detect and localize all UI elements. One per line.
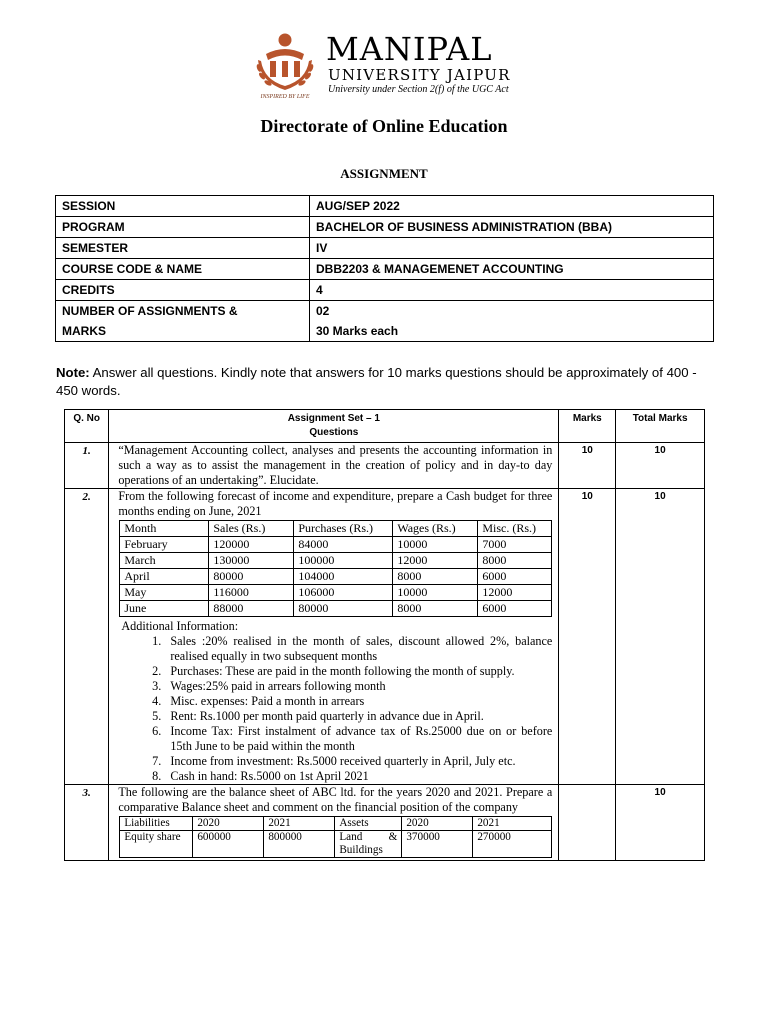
header-questions: [109, 410, 559, 443]
assignment-heading: ASSIGNMENT: [340, 166, 428, 181]
question-total-marks: 10: [616, 489, 705, 785]
cash-col-header: Wages (Rs.): [393, 521, 478, 537]
table-row: [120, 831, 552, 858]
info-value: 30 Marks each: [310, 321, 714, 342]
table-row: [120, 537, 552, 553]
questions-table: [64, 409, 705, 861]
additional-info-label: Additional Information:: [121, 619, 239, 633]
table-cell: 80000: [209, 569, 294, 585]
question-total-marks: 10: [616, 443, 705, 489]
table-cell: Equity share: [120, 831, 193, 858]
list-item: 2. Purchases: These are paid in the month following the month of supply.: [164, 664, 552, 679]
table-cell: 7000: [478, 537, 552, 553]
question-number: 2.: [65, 489, 109, 785]
table-row: [120, 553, 552, 569]
table-cell: 600000: [193, 831, 264, 858]
table-cell: 130000: [209, 553, 294, 569]
cash-col-header: Month: [120, 521, 209, 537]
list-item: 7. Income from investment: Rs.5000 received quarterly in April, July etc.: [164, 754, 552, 769]
question-text: From the following forecast of income and expenditure, prepare a Cash budget for three months ending on June, 2021: [118, 489, 553, 518]
directorate-title: Directorate of Online Education: [260, 116, 508, 136]
info-value: IV: [310, 238, 714, 259]
info-label: CREDITS: [56, 280, 310, 301]
cash-table-header-row: [120, 521, 552, 537]
info-value: 4: [310, 280, 714, 301]
table-cell: 800000: [264, 831, 335, 858]
question-marks: 10: [559, 443, 616, 489]
bs-col-header: 2021: [264, 817, 335, 831]
question-row-3: [65, 785, 705, 861]
note-paragraph: [56, 364, 720, 400]
info-label: COURSE CODE & NAME: [56, 259, 310, 280]
info-label: MARKS: [56, 321, 310, 342]
question-marks: 10: [559, 489, 616, 785]
question-text: The following are the balance sheet of ABC ltd. for the years 2020 and 2021. Prepare a comparative Balance sheet and comment on the financial position of the company: [118, 785, 553, 814]
cash-col-header: Sales (Rs.): [209, 521, 294, 537]
assignment-info-table: [55, 195, 714, 342]
balance-sheet-table: [119, 816, 552, 858]
info-value: AUG/SEP 2022: [310, 196, 714, 217]
table-row: [120, 569, 552, 585]
brand-subtitle: UNIVERSITY JAIPUR: [328, 66, 511, 84]
list-item: 1. Sales :20% realised in the month of sales, discount allowed 2%, balance realised equally in two subsequent months: [164, 634, 552, 664]
info-row: [56, 280, 714, 301]
header-marks: Marks: [559, 410, 616, 443]
note-text: Answer all questions. Kindly note that answers for 10 marks questions should be approximately of 400 - 450 words.: [56, 365, 697, 398]
questions-header-row: [65, 410, 705, 443]
question-row-1: [65, 443, 705, 489]
info-row: [56, 196, 714, 217]
table-cell: April: [120, 569, 209, 585]
list-item: 6. Income Tax: First instalment of advance tax of Rs.25000 due on or before 15th June to be paid within the month: [164, 724, 552, 754]
header-total-marks: Total Marks: [616, 410, 705, 443]
table-cell: 12000: [478, 585, 552, 601]
info-label: NUMBER OF ASSIGNMENTS &: [56, 301, 310, 322]
additional-info-list: [118, 634, 552, 784]
table-cell: June: [120, 601, 209, 617]
info-label: PROGRAM: [56, 217, 310, 238]
question-number: 1.: [65, 443, 109, 489]
note-label: Note:: [56, 365, 90, 380]
question-number: 3.: [65, 785, 109, 861]
table-cell: 84000: [294, 537, 393, 553]
header-set-label: Assignment Set – 1: [287, 413, 380, 424]
table-cell: March: [120, 553, 209, 569]
table-row: [120, 601, 552, 617]
university-logo: [244, 30, 534, 100]
emblem-text: INSPIRED BY LIFE: [260, 94, 310, 100]
info-value: 02: [310, 301, 714, 322]
question-marks: [559, 785, 616, 861]
manipal-emblem-icon: [252, 30, 318, 100]
cash-col-header: Purchases (Rs.): [294, 521, 393, 537]
table-cell: 270000: [473, 831, 552, 858]
table-cell: 80000: [294, 601, 393, 617]
cash-col-header: Misc. (Rs.): [478, 521, 552, 537]
bs-header-row: [120, 817, 552, 831]
table-cell: 8000: [393, 601, 478, 617]
table-cell: 104000: [294, 569, 393, 585]
list-item: 8. Cash in hand: Rs.5000 on 1st April 2021: [164, 769, 552, 784]
bs-col-header: Assets: [335, 817, 402, 831]
info-value: DBB2203 & MANAGEMENET ACCOUNTING: [310, 259, 714, 280]
table-cell: 106000: [294, 585, 393, 601]
info-row: [56, 217, 714, 238]
table-cell: 120000: [209, 537, 294, 553]
cash-budget-table: [119, 520, 552, 617]
info-value: BACHELOR OF BUSINESS ADMINISTRATION (BBA): [310, 217, 714, 238]
table-cell: 370000: [402, 831, 473, 858]
table-cell: Land & Buildings: [335, 831, 402, 858]
table-cell: 8000: [393, 569, 478, 585]
info-label: SESSION: [56, 196, 310, 217]
table-cell: February: [120, 537, 209, 553]
table-cell: 12000: [393, 553, 478, 569]
header-questions-label: Questions: [309, 427, 359, 438]
brand-tagline: University under Section 2(f) of the UGC Act: [328, 84, 509, 95]
list-item: 4. Misc. expenses: Paid a month in arrears: [164, 694, 552, 709]
header-qno: Q. No: [65, 410, 109, 443]
table-cell: 10000: [393, 537, 478, 553]
bs-col-header: 2020: [193, 817, 264, 831]
question-total-marks: 10: [616, 785, 705, 861]
info-row: [56, 321, 714, 342]
table-cell: 88000: [209, 601, 294, 617]
info-label: SEMESTER: [56, 238, 310, 259]
question-text: “Management Accounting collect, analyses and presents the accounting information in such a way as to assist the management in the creation of policy and in day-to day operations of an undertaking”. Elucidate.: [109, 443, 559, 489]
question-content: [109, 489, 559, 785]
table-cell: 6000: [478, 601, 552, 617]
table-cell: 10000: [393, 585, 478, 601]
table-cell: 100000: [294, 553, 393, 569]
info-row: [56, 259, 714, 280]
table-cell: 6000: [478, 569, 552, 585]
info-row: [56, 301, 714, 322]
brand-name: MANIPAL: [326, 30, 493, 68]
list-item: 5. Rent: Rs.1000 per month paid quarterly in advance due in April.: [164, 709, 552, 724]
bs-col-header: 2021: [473, 817, 552, 831]
table-row: [120, 585, 552, 601]
bs-col-header: 2020: [402, 817, 473, 831]
table-cell: 8000: [478, 553, 552, 569]
table-cell: 116000: [209, 585, 294, 601]
bs-col-header: Liabilities: [120, 817, 193, 831]
table-cell: May: [120, 585, 209, 601]
question-content: [109, 785, 559, 861]
question-row-2: [65, 489, 705, 785]
list-item: 3. Wages:25% paid in arrears following month: [164, 679, 552, 694]
info-row: [56, 238, 714, 259]
